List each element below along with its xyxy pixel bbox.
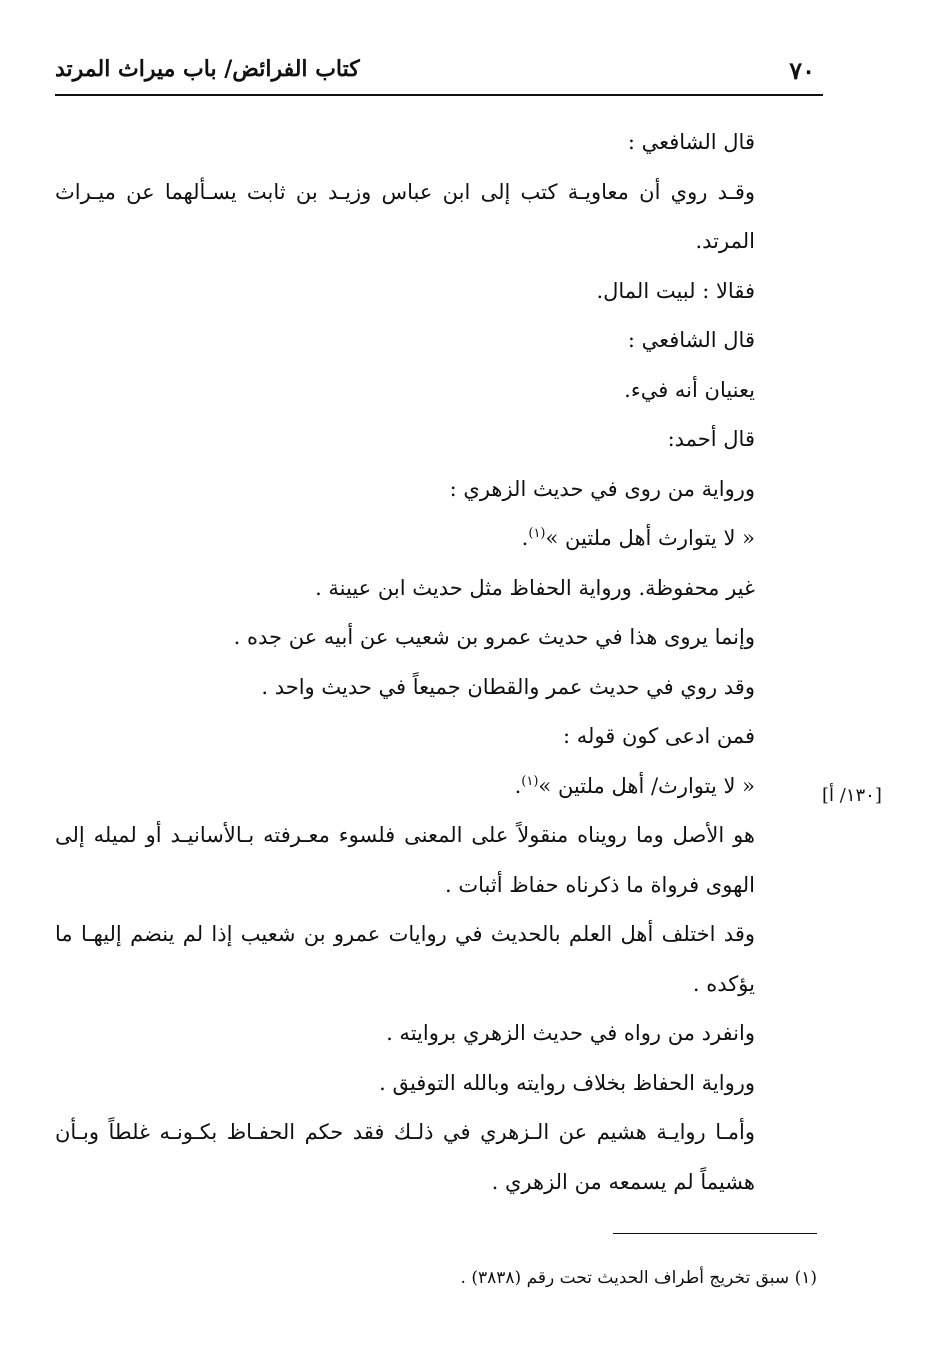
running-head [55,52,823,92]
paragraph: فقالا : لبيت المال. [596,278,755,303]
paragraph: قال الشافعي : [627,328,755,352]
footnote-marker: (١) [521,773,539,789]
quoted-hadith [55,762,817,812]
paragraph: وقـد روي أن معاويـة كتب إلى ابن عباس وزيـد بن ثابت يسـألهما عن ميـراث المرتد. [55,179,755,253]
paragraph: وإنما يروى هذا في حديث عمرو بن شعيب عن أبيه عن جده . [233,625,755,649]
page-number: ٧٠ [789,56,815,85]
hadith-tail: . [514,773,522,798]
quoted-hadith [55,514,817,564]
paragraph: وأمـا روايـة هشيم عن الـزهري في ذلـك فقد حكم الحفـاظ بكـونـه غلطاً وبـأن هشيماً لم يسمعه من الزهري . [55,1120,755,1194]
hadith-text: « لا يتوارث/ أهل ملتين » [538,773,755,798]
paragraph: قال أحمد: [667,427,755,451]
running-head-title: كتاب الفرائض/ باب ميراث المرتد [55,56,360,82]
body-text [55,118,817,1207]
hadith-tail: . [521,526,529,550]
paragraph: قال الشافعي : [627,130,755,154]
paragraph: فمن ادعى كون قوله : [563,724,755,748]
paragraph: هو الأصل وما رويناه منقولاً على المعنى فلسوء معـرفته بـالأسانيـد أو لميله إلى الهوى فرواة ما ذكرناه حفاظ أثبات . [55,823,755,897]
paragraph: وانفرد من رواه في حديث الزهري بروايته . [386,1021,755,1045]
manuscript-folio-note: [١٣٠/ أ] [822,785,882,806]
paragraph: وقد روي في حديث عمر والقطان جميعاً في حديث واحد . [261,674,755,699]
footnote: (١) سبق تخريج أطراف الحديث تحت رقم (٣٨٣٨) . [460,1268,817,1288]
footnote-rule [613,1233,817,1234]
paragraph: وقد اختلف أهل العلم بالحديث في روايات عمرو بن شعيب إذا لم ينضم إليهـا ما يؤكده . [55,922,755,996]
paragraph: ورواية من روى في حديث الزهري : [449,476,755,501]
hadith-text: « لا يتوارث أهل ملتين » [545,526,755,550]
paragraph: ورواية الحفاظ بخلاف روايته وبالله التوفيق . [379,1070,755,1095]
paragraph: يعنيان أنه فيء. [624,377,755,402]
header-rule [55,94,823,96]
footnote-marker: (١) [528,526,546,541]
paragraph: غير محفوظة. ورواية الحفاظ مثل حديث ابن عيينة . [315,575,755,600]
